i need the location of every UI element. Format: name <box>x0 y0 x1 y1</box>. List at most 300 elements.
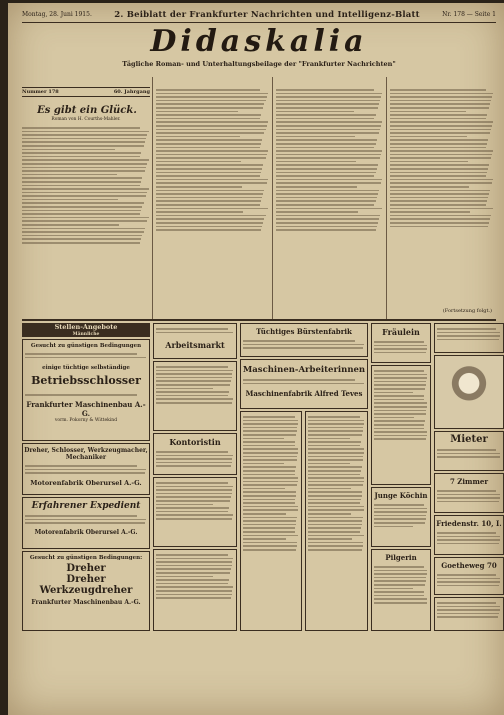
text-line <box>374 428 424 430</box>
text-line <box>308 423 364 425</box>
text-line <box>308 466 362 468</box>
text-line <box>308 491 362 493</box>
ad-body <box>241 336 367 354</box>
text-line <box>437 532 496 534</box>
ad-body <box>372 337 430 361</box>
text-line <box>437 494 500 496</box>
text-line <box>308 448 364 450</box>
text-line <box>390 164 489 166</box>
ad-body <box>435 445 503 467</box>
text-line <box>156 561 232 563</box>
text-line <box>156 93 268 95</box>
ad1-body2 <box>23 390 149 400</box>
text-line <box>276 179 382 181</box>
text-line <box>22 177 142 179</box>
ad4-c: Werkzeugdreher <box>39 585 133 596</box>
text-line <box>390 208 493 210</box>
text-line <box>374 508 427 510</box>
text-line <box>276 103 379 105</box>
text-line <box>156 222 263 224</box>
text-line <box>390 197 488 199</box>
text-line <box>156 96 267 98</box>
ad-pilgerin <box>371 549 431 631</box>
text-line <box>276 132 379 134</box>
text-line <box>390 147 486 149</box>
text-line <box>374 573 427 575</box>
issue-line <box>22 87 150 97</box>
text-line <box>156 186 242 188</box>
text-line <box>243 344 364 346</box>
ad1-body <box>23 349 149 365</box>
text-line <box>156 100 266 102</box>
friedenstr-title: Friedenstr. 10, I. <box>436 519 502 528</box>
ad-block <box>305 411 368 631</box>
text-line <box>25 353 137 355</box>
text-line <box>156 496 231 498</box>
text-line <box>25 357 146 359</box>
text-line <box>156 482 228 484</box>
text-line <box>22 228 145 230</box>
text-line <box>374 435 427 437</box>
ad-buerstenfabrik <box>240 323 368 357</box>
text-line <box>308 456 363 458</box>
text-line <box>243 535 298 537</box>
text-line <box>22 181 141 183</box>
ad-block <box>434 323 504 353</box>
text-line <box>374 588 413 590</box>
text-line <box>22 134 147 136</box>
ad2-text: Dreher, Schlosser, Werkzeugmacher, Mechaniker <box>24 447 148 461</box>
text-line <box>308 549 362 551</box>
text-line <box>308 531 360 533</box>
text-line <box>276 190 379 192</box>
text-line <box>390 179 493 181</box>
text-line <box>276 100 380 102</box>
ad-body <box>306 412 367 628</box>
text-line <box>276 150 382 152</box>
text-line <box>390 103 490 105</box>
text-line <box>156 226 262 228</box>
text-line <box>308 488 351 490</box>
text-line <box>308 452 364 454</box>
text-line <box>156 462 232 464</box>
text-line <box>437 606 500 608</box>
text-line <box>156 172 261 174</box>
text-line <box>22 213 140 215</box>
continuation-note: (Fortsetzung folgt.) <box>442 308 492 314</box>
text-line <box>276 168 377 170</box>
text-line <box>390 93 493 95</box>
text-line <box>437 616 498 618</box>
text-line <box>308 535 364 537</box>
text-line <box>390 154 492 156</box>
text-line <box>374 410 426 412</box>
text-line <box>374 591 424 593</box>
text-line <box>243 459 297 461</box>
text-line <box>374 518 426 520</box>
text-line <box>156 211 243 213</box>
text-line <box>308 477 364 479</box>
column-rule <box>152 77 153 321</box>
text-line <box>243 491 296 493</box>
masthead <box>22 25 496 75</box>
text-line <box>308 545 363 547</box>
ad-body <box>154 550 236 628</box>
ad-body <box>154 324 236 340</box>
text-line <box>156 398 233 400</box>
text-line <box>276 229 376 231</box>
text-line <box>374 522 425 524</box>
text-line <box>374 598 427 600</box>
arbeitsmarkt-title: Arbeitsmarkt <box>165 340 225 350</box>
text-line <box>437 585 499 587</box>
text-line <box>22 170 145 172</box>
text-line <box>156 154 267 156</box>
text-line <box>276 218 379 220</box>
text-line <box>437 602 496 604</box>
text-line <box>308 463 350 465</box>
text-line <box>22 188 149 190</box>
stellen-sub-text: Männliche <box>72 332 100 337</box>
text-line <box>374 570 427 572</box>
text-line <box>25 394 137 396</box>
text-line <box>156 558 233 560</box>
ad-block <box>153 549 237 631</box>
issue-year: 60. Jahrgang <box>113 89 150 95</box>
text-line <box>374 526 413 528</box>
text-line <box>437 497 500 499</box>
text-line <box>390 143 487 145</box>
text-line <box>22 192 147 194</box>
buerstenfabrik-title: Tüchtiges Bürstenfabrik <box>256 327 352 336</box>
text-line <box>390 125 492 127</box>
text-line <box>156 514 233 516</box>
text-line <box>374 413 426 415</box>
ad-fraulein <box>371 323 431 363</box>
text-line <box>22 185 140 187</box>
classified-ads <box>22 323 502 711</box>
text-line <box>156 107 263 109</box>
text-line <box>390 157 491 159</box>
text-line <box>390 118 486 120</box>
text-line <box>22 202 144 204</box>
text-line <box>243 340 355 342</box>
text-line <box>276 154 381 156</box>
text-line <box>156 370 233 372</box>
text-line <box>437 490 496 492</box>
text-line <box>156 89 260 91</box>
ad-betriebsschlosser <box>22 339 150 441</box>
text-line <box>243 383 364 385</box>
text-line <box>390 136 467 138</box>
text-line <box>390 150 493 152</box>
article-column <box>156 87 269 315</box>
text-line <box>22 206 142 208</box>
text-line <box>243 531 295 533</box>
text-line <box>276 182 381 184</box>
text-line <box>437 453 500 455</box>
text-line <box>276 164 378 166</box>
text-line <box>156 388 213 390</box>
text-line <box>276 197 377 199</box>
text-line <box>374 395 424 397</box>
text-line <box>308 427 363 429</box>
text-line <box>156 507 229 509</box>
text-line <box>276 121 382 123</box>
text-line <box>156 136 240 138</box>
text-line <box>437 543 499 545</box>
text-line <box>276 186 357 188</box>
text-line <box>243 513 286 515</box>
text-line <box>156 114 261 116</box>
text-line <box>374 348 427 350</box>
text-line <box>25 515 137 517</box>
text-line <box>156 157 266 159</box>
text-line <box>276 96 381 98</box>
ad-goetheweg <box>434 557 504 595</box>
text-line <box>276 93 382 95</box>
ad2-body <box>23 461 149 479</box>
ad2-firm: Motorenfabrik Oberursel A.-G. <box>30 479 142 487</box>
text-line <box>390 182 492 184</box>
text-line <box>156 583 228 585</box>
text-line <box>374 377 427 379</box>
text-line <box>390 168 488 170</box>
header-date: Montag, 28. Juni 1915. <box>22 11 92 18</box>
text-line <box>243 452 298 454</box>
text-line <box>156 458 232 460</box>
text-line <box>390 121 493 123</box>
stellen-header-text: Stellen-Angebote <box>54 323 118 331</box>
text-line <box>374 388 425 390</box>
text-line <box>374 580 426 582</box>
ad3-body <box>23 511 149 529</box>
text-line <box>22 242 140 244</box>
ad-zimmer <box>434 473 504 513</box>
text-line <box>390 132 490 134</box>
text-line <box>156 568 231 570</box>
text-line <box>243 524 296 526</box>
text-line <box>156 121 268 123</box>
text-line <box>243 445 295 447</box>
article-byline: Roman von H. Courths-Mahler. <box>51 117 121 122</box>
text-line <box>308 484 363 486</box>
text-line <box>25 465 137 467</box>
text-line <box>243 347 363 349</box>
text-line <box>308 438 350 440</box>
text-line <box>156 129 266 131</box>
text-line <box>276 208 382 210</box>
text-line <box>156 576 213 578</box>
text-line <box>156 465 231 467</box>
section-divider <box>22 319 496 321</box>
text-line <box>22 141 145 143</box>
text-line <box>156 168 262 170</box>
ad-body <box>154 447 236 475</box>
ad-friedenstr <box>434 515 504 555</box>
text-line <box>156 175 260 177</box>
masthead-title: Didaskalia <box>150 24 368 59</box>
text-line <box>276 125 381 127</box>
text-line <box>276 139 377 141</box>
text-line <box>390 161 468 163</box>
text-line <box>276 118 374 120</box>
text-line <box>374 417 414 419</box>
text-line <box>390 204 486 206</box>
text-line <box>156 500 230 502</box>
text-line <box>156 132 264 134</box>
pilgerin-title: Pilgerin <box>385 553 417 562</box>
ad4-b: Dreher <box>66 574 106 585</box>
ad-kontoristin <box>153 433 237 475</box>
ad1-firm: Frankfurter Maschinenbau A.-G. <box>26 400 146 418</box>
text-line <box>22 127 140 129</box>
text-line <box>156 493 232 495</box>
ad3-firm: Motorenfabrik Oberursel A.-G. <box>34 529 138 536</box>
ad-body <box>154 478 236 544</box>
ad-body <box>154 362 236 428</box>
text-line <box>308 495 362 497</box>
text-line <box>243 416 295 418</box>
text-line <box>156 366 228 368</box>
text-line <box>243 441 295 443</box>
column-rule <box>272 77 273 321</box>
text-line <box>374 515 426 517</box>
text-line <box>390 193 489 195</box>
text-line <box>390 215 491 217</box>
text-line <box>22 235 142 237</box>
text-line <box>243 538 286 540</box>
text-line <box>243 456 297 458</box>
text-line <box>276 222 378 224</box>
text-line <box>390 114 487 116</box>
text-line <box>276 193 378 195</box>
text-line <box>374 602 427 604</box>
text-line <box>156 402 232 404</box>
text-line <box>25 522 145 524</box>
text-line <box>22 231 144 233</box>
text-line <box>156 332 233 334</box>
text-line <box>308 474 360 476</box>
text-line <box>308 517 363 519</box>
text-line <box>243 506 298 508</box>
text-line <box>374 577 426 579</box>
masthead-subtitle: Tägliche Roman- und Unterhaltungsbeilage der "Frankfurter Nachrichten" <box>122 60 396 68</box>
text-line <box>243 474 295 476</box>
text-line <box>156 125 267 127</box>
text-line <box>308 502 360 504</box>
text-line <box>156 451 228 453</box>
portrait-illustration <box>434 355 504 429</box>
text-line <box>22 156 140 158</box>
kontoristin-title: Kontoristin <box>169 437 221 447</box>
text-line <box>243 420 298 422</box>
text-line <box>25 519 146 521</box>
text-line <box>374 406 427 408</box>
ad1-place: vorm. Pokorny & Wittekind <box>54 418 118 423</box>
zimmer-title: 7 Zimmer <box>449 477 489 486</box>
text-line <box>308 430 363 432</box>
text-line <box>22 220 147 222</box>
ad-block <box>153 477 237 547</box>
text-line <box>308 509 364 511</box>
text-line <box>308 420 364 422</box>
text-line <box>276 147 374 149</box>
text-line <box>437 536 500 538</box>
text-line <box>156 111 238 113</box>
ad-body <box>241 412 301 628</box>
text-line <box>390 175 486 177</box>
text-line <box>276 89 374 91</box>
ad-expedient <box>22 497 150 549</box>
text-line <box>243 502 295 504</box>
text-line <box>374 341 424 343</box>
ad-dreher <box>22 551 150 631</box>
text-line <box>156 377 232 379</box>
text-line <box>156 594 232 596</box>
text-line <box>437 574 496 576</box>
text-line <box>374 595 424 597</box>
text-line <box>156 103 264 105</box>
text-line <box>156 328 228 330</box>
text-line <box>437 335 500 337</box>
text-line <box>437 581 500 583</box>
text-line <box>156 586 233 588</box>
text-line <box>243 549 296 551</box>
text-line <box>276 200 376 202</box>
ad-body <box>435 324 503 350</box>
text-line <box>374 352 426 354</box>
text-line <box>374 374 427 376</box>
text-line <box>308 538 352 540</box>
text-line <box>22 138 146 140</box>
text-line <box>276 114 376 116</box>
text-line <box>22 131 149 133</box>
text-line <box>243 434 296 436</box>
text-line <box>437 449 496 451</box>
text-line <box>156 565 232 567</box>
text-line <box>22 195 146 197</box>
text-line <box>25 469 146 471</box>
text-line <box>390 111 466 113</box>
maschinen-title: Maschinen-Arbeiterinnen <box>242 365 366 375</box>
maschinen-firm: Maschinenfabrik Alfred Teves <box>245 389 363 398</box>
text-line <box>243 466 296 468</box>
text-line <box>276 143 376 145</box>
ad-dreher-schlosser <box>22 443 150 495</box>
text-line <box>156 597 231 599</box>
text-line <box>308 459 363 461</box>
text-line <box>156 489 232 491</box>
text-line <box>156 193 263 195</box>
text-line <box>22 210 141 212</box>
text-line <box>243 509 298 511</box>
text-line <box>156 384 230 386</box>
text-line <box>276 129 380 131</box>
text-line <box>243 499 295 501</box>
text-line <box>437 501 499 503</box>
text-line <box>390 89 486 91</box>
mieter-title: Mieter <box>450 434 488 445</box>
text-line <box>437 332 500 334</box>
text-line <box>243 430 297 432</box>
text-line <box>22 224 119 226</box>
ad-body <box>241 375 367 389</box>
ad-block <box>153 361 237 431</box>
ad-body <box>372 562 430 628</box>
ad-body <box>435 528 503 554</box>
ad-mieter <box>434 431 504 471</box>
